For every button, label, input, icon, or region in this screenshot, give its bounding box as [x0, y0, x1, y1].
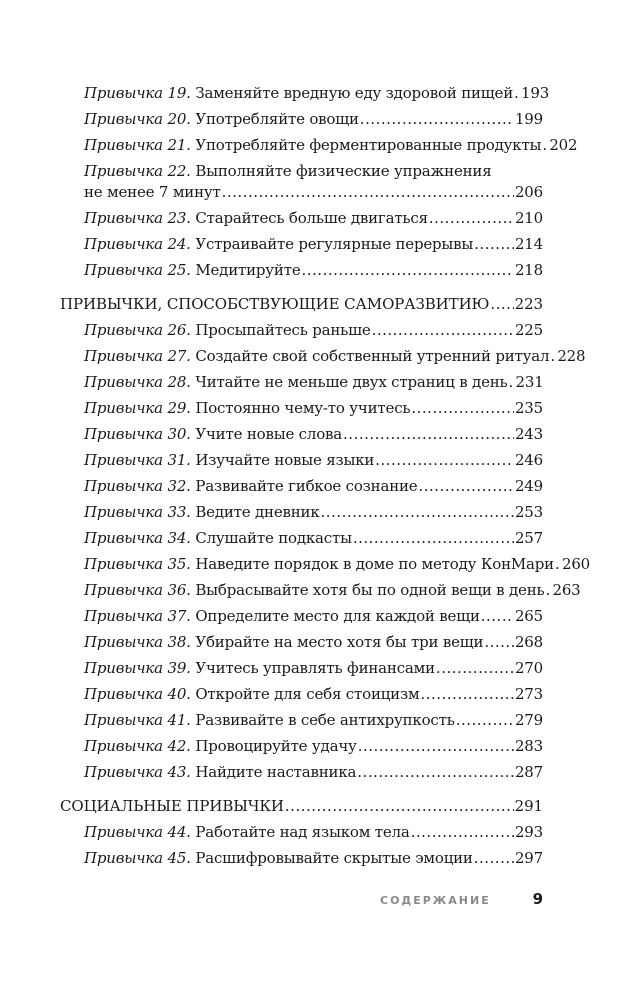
leader-dots [550, 347, 556, 366]
habit-number: Привычка 39. [84, 659, 191, 677]
toc-habit-entry[interactable] [60, 581, 581, 607]
toc-section-entry[interactable] [60, 295, 543, 321]
toc-section-entry[interactable] [60, 797, 543, 823]
page-ref: 206 [514, 183, 543, 201]
habit-number: Привычка 44. [84, 823, 191, 841]
page-ref: 270 [514, 659, 543, 677]
page-footer [380, 890, 543, 908]
habit-number: Привычка 24. [84, 235, 191, 253]
habit-title: Медитируйте [195, 261, 301, 279]
habit-title: Работайте над языком тела [195, 823, 410, 841]
habit-title: Читайте не меньше двух страниц в день [195, 373, 508, 391]
page-ref: 253 [514, 503, 543, 521]
habit-number: Привычка 34. [84, 529, 191, 547]
leader-dots [357, 763, 514, 782]
habit-title: Употребляйте ферментированные продукты [195, 136, 542, 154]
leader-dots [555, 555, 561, 574]
leader-dots [302, 261, 514, 280]
page-ref: 210 [514, 209, 543, 227]
page-ref: 265 [514, 607, 543, 625]
habit-title: Определите место для каждой вещи [195, 607, 480, 625]
leader-dots [411, 823, 514, 842]
leader-dots [481, 607, 514, 626]
habit-title: Убирайте на место хотя бы три вещи [195, 633, 484, 651]
habit-title: Заменяйте вредную еду здоровой пищей [195, 84, 514, 102]
page-ref: 263 [552, 581, 581, 599]
leader-dots [360, 110, 514, 129]
habit-number: Привычка 38. [84, 633, 191, 651]
page-ref: 223 [514, 295, 543, 313]
habit-number: Привычка 41. [84, 711, 191, 729]
habit-number: Привычка 36. [84, 581, 191, 599]
leader-dots [420, 685, 514, 704]
leader-dots [542, 136, 548, 155]
page-ref: 193 [521, 84, 550, 102]
leader-dots [372, 321, 514, 340]
page-number: 9 [532, 890, 543, 908]
habit-title: Употребляйте овощи [195, 110, 359, 128]
page-ref: 297 [514, 849, 543, 867]
habit-title: Изучайте новые языки [195, 451, 375, 469]
page-ref: 279 [514, 711, 543, 729]
habit-title: Учите новые слова [195, 425, 343, 443]
page-ref: 202 [549, 136, 578, 154]
leader-dots [509, 373, 515, 392]
habit-number: Привычка 27. [84, 347, 191, 365]
habit-number: Привычка 45. [84, 849, 191, 867]
leader-dots [321, 503, 514, 522]
toc-habit-entry[interactable] [60, 633, 543, 659]
toc-habit-entry[interactable] [60, 235, 543, 261]
page-ref: 287 [514, 763, 543, 781]
habit-number: Привычка 42. [84, 737, 191, 755]
page-ref: 228 [557, 347, 586, 365]
page-ref: 199 [514, 110, 543, 128]
habit-title: Развивайте гибкое сознание [195, 477, 418, 495]
toc-habit-entry[interactable] [60, 477, 543, 503]
leader-dots [343, 425, 514, 444]
leader-dots [285, 797, 514, 816]
leader-dots [353, 529, 514, 548]
habit-title-continued: не менее 7 минут [84, 183, 221, 201]
toc-habit-entry[interactable] [60, 261, 543, 287]
page-ref: 246 [514, 451, 543, 469]
toc-habit-entry[interactable] [60, 555, 591, 581]
page-ref: 231 [515, 373, 544, 391]
toc-habit-entry[interactable] [60, 209, 543, 235]
toc-habit-entry[interactable] [60, 529, 543, 555]
toc-habit-entry[interactable] [60, 136, 578, 162]
leader-dots [456, 711, 514, 730]
habit-number: Привычка 26. [84, 321, 191, 339]
page-ref: 218 [514, 261, 543, 279]
leader-dots [429, 209, 514, 228]
habit-title: Просыпайтесь раньше [195, 321, 371, 339]
habit-title: Учитесь управлять финансами [195, 659, 435, 677]
habit-number: Привычка 32. [84, 477, 191, 495]
toc-habit-entry[interactable] [60, 659, 543, 685]
habit-number: Привычка 28. [84, 373, 191, 391]
habit-number: Привычка 22. [84, 162, 191, 180]
toc-habit-entry[interactable] [60, 607, 543, 633]
habit-number: Привычка 35. [84, 555, 191, 573]
page-ref: 293 [514, 823, 543, 841]
habit-title: Старайтесь больше двигаться [195, 209, 428, 227]
leader-dots [514, 84, 520, 103]
toc-habit-entry[interactable] [60, 737, 543, 763]
habit-title: Устраивайте регулярные перерывы [195, 235, 474, 253]
page-ref: 283 [514, 737, 543, 755]
habit-number: Привычка 19. [84, 84, 191, 102]
toc-habit-entry[interactable] [60, 685, 543, 711]
habit-number: Привычка 20. [84, 110, 191, 128]
leader-dots [222, 183, 514, 202]
habit-title: Выполняйте физические упражнения [195, 162, 492, 180]
habit-number: Привычка 21. [84, 136, 191, 154]
habit-title: Постоянно чему-то учитесь [195, 399, 411, 417]
page-ref: 260 [561, 555, 591, 573]
habit-title: Слушайте подкасты [195, 529, 352, 547]
entry-line-2 [84, 183, 543, 202]
habit-number: Привычка 23. [84, 209, 191, 227]
habit-title: Развивайте в себе антихрупкость [195, 711, 455, 729]
toc-habit-entry[interactable] [60, 823, 543, 849]
toc-habit-entry[interactable] [60, 451, 543, 477]
habit-title: Создайте свой собственный утренний ритуал [195, 347, 550, 365]
habit-title: Выбрасывайте хотя бы по одной вещи в день [195, 581, 545, 599]
toc-habit-entry[interactable] [60, 503, 543, 529]
habit-number: Привычка 30. [84, 425, 191, 443]
habit-number: Привычка 43. [84, 763, 191, 781]
leader-dots [418, 477, 513, 496]
habit-number: Привычка 33. [84, 503, 191, 521]
leader-dots [375, 451, 514, 470]
leader-dots [474, 235, 514, 254]
habit-title: Ведите дневник [195, 503, 320, 521]
leader-dots [545, 581, 551, 600]
leader-dots [436, 659, 514, 678]
leader-dots [490, 295, 513, 314]
toc-habit-entry[interactable] [60, 373, 543, 399]
toc-habit-entry[interactable] [60, 849, 543, 875]
section-title: СОЦИАЛЬНЫЕ ПРИВЫЧКИ [60, 797, 284, 815]
habit-title: Найдите наставника [195, 763, 357, 781]
toc-habit-entry[interactable] [60, 399, 543, 425]
leader-dots [358, 737, 514, 756]
toc-habit-entry[interactable] [60, 711, 543, 737]
toc-habit-entry[interactable] [60, 84, 550, 110]
leader-dots [411, 399, 514, 418]
leader-dots [474, 849, 514, 868]
habit-title: Провоцируйте удачу [195, 737, 357, 755]
habit-number: Привычка 25. [84, 261, 191, 279]
toc-habit-entry[interactable] [60, 347, 586, 373]
toc-habit-entry[interactable] [60, 321, 543, 347]
page-ref: 243 [514, 425, 543, 443]
habit-number: Привычка 40. [84, 685, 191, 703]
table-of-contents [60, 84, 591, 875]
entry-line-1 [84, 162, 543, 183]
page-ref: 273 [514, 685, 543, 703]
habit-number: Привычка 29. [84, 399, 191, 417]
toc-habit-entry[interactable] [60, 425, 543, 451]
habit-title: Откройте для себя стоицизм [195, 685, 420, 703]
page-ref: 268 [514, 633, 543, 651]
toc-habit-entry[interactable] [60, 162, 543, 209]
leader-dots [484, 633, 514, 652]
running-footer-title: СОДЕРЖАНИЕ [380, 894, 491, 907]
habit-title: Наведите порядок в доме по методу КонМари [195, 555, 554, 573]
section-title: ПРИВЫЧКИ, СПОСОБСТВУЮЩИЕ САМОРАЗВИТИЮ [60, 295, 490, 313]
page-ref: 257 [514, 529, 543, 547]
page-ref: 225 [514, 321, 543, 339]
habit-title: Расшифровывайте скрытые эмоции [195, 849, 473, 867]
toc-habit-entry[interactable] [60, 763, 543, 789]
page-ref: 249 [514, 477, 543, 495]
toc-habit-entry[interactable] [60, 110, 543, 136]
habit-number: Привычка 37. [84, 607, 191, 625]
habit-number: Привычка 31. [84, 451, 191, 469]
page-ref: 214 [514, 235, 543, 253]
page-ref: 235 [514, 399, 543, 417]
page-ref: 291 [514, 797, 543, 815]
